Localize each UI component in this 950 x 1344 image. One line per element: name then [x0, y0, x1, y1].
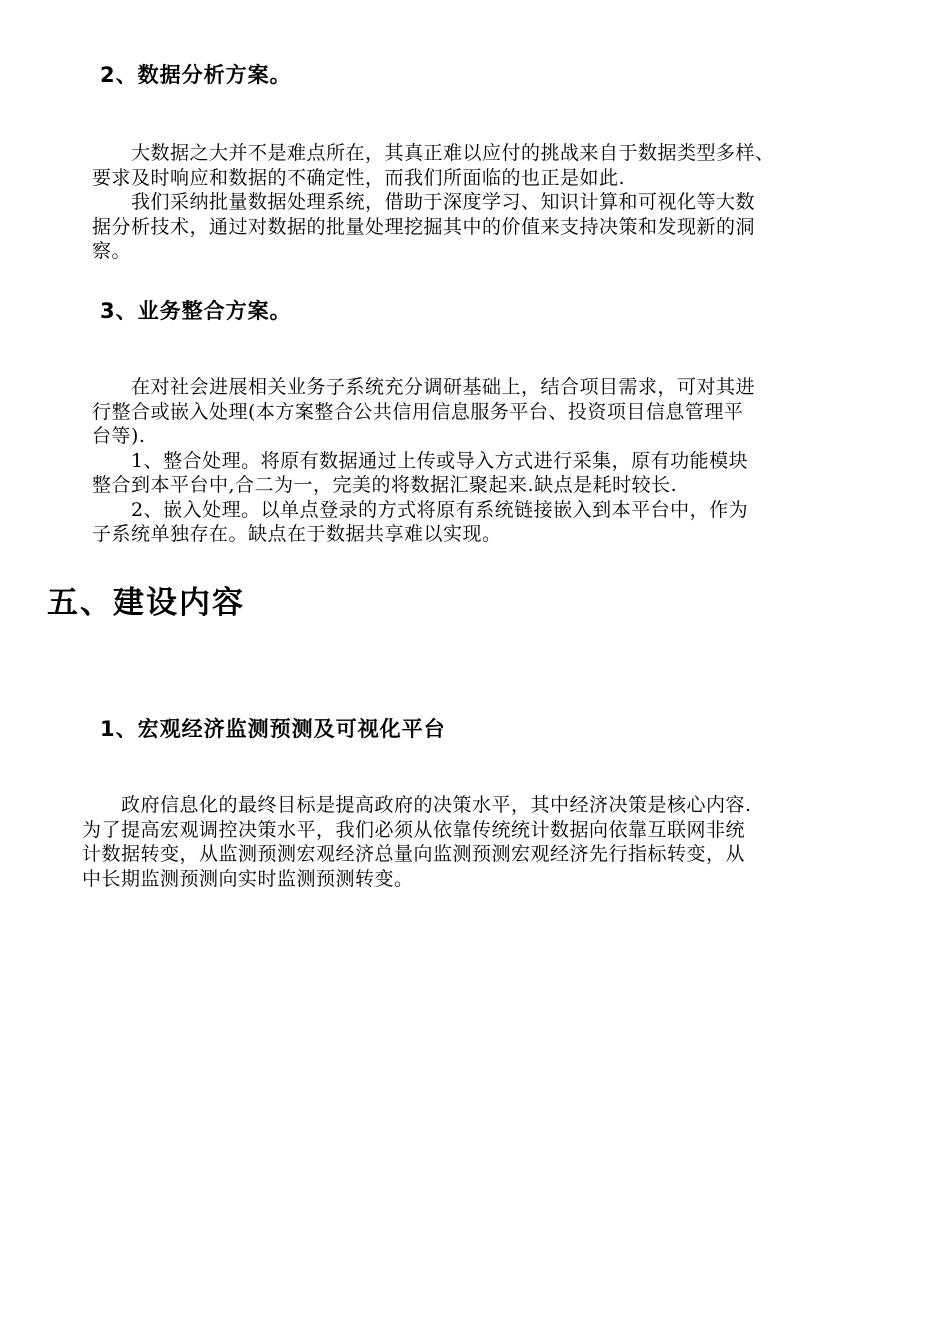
text-line: 大数据之大并不是难点所在，其真正难以应付的挑战来自于数据类型多样、 — [92, 142, 775, 164]
heading-macro-platform: 1、宏观经济监测预测及可视化平台 — [100, 717, 446, 741]
text-line: 计数据转变，从监测预测宏观经济总量向监测预测宏观经济先行指标转变，从 — [82, 843, 746, 865]
text-line: 中长期监测预测向实时监测预测转变。 — [82, 867, 414, 890]
text-line: 政府信息化的最终目标是提高政府的决策水平，其中经济决策是核心内容. — [82, 794, 752, 816]
text-line: 台等). — [92, 425, 146, 447]
text-line: 子系统单独存在。缺点在于数据共享难以实现。 — [92, 523, 502, 545]
chapter-heading-construction: 五、建设内容 — [47, 585, 245, 621]
paragraph-business-integration — [92, 375, 755, 547]
paragraph-data-analysis — [92, 141, 775, 264]
text-line: 整合到本平台中,合二为一，完美的将数据汇聚起来.缺点是耗时较长. — [92, 474, 678, 496]
text-line: 2、嵌入处理。以单点登录的方式将原有系统链接嵌入到本平台中，作为 — [92, 498, 749, 521]
heading-data-analysis: 2、数据分析方案。 — [100, 63, 292, 87]
text-line: 1、整合处理。将原有数据通过上传或导入方式进行采集，原有功能模块 — [92, 449, 749, 472]
text-line: 据分析技术，通过对数据的批量处理挖掘其中的价值来支持决策和发现新的洞 — [92, 215, 756, 238]
text-line: 行整合或嵌入处理(本方案整合公共信用信息服务平台、投资项目信息管理平 — [92, 400, 744, 423]
text-line: 要求及时响应和数据的不确定性，而我们所面临的也正是如此. — [92, 166, 626, 189]
text-line: 我们采纳批量数据处理系统，借助于深度学习、知识计算和可视化等大数 — [92, 191, 756, 213]
text-line: 为了提高宏观调控决策水平，我们必须从依靠传统统计数据向依靠互联网非统 — [82, 818, 746, 841]
text-line: 察。 — [92, 240, 132, 262]
paragraph-macro-platform — [82, 793, 752, 891]
heading-business-integration: 3、业务整合方案。 — [100, 299, 292, 323]
text-line: 在对社会进展相关业务子系统充分调研基础上，结合项目需求，可对其进 — [92, 376, 756, 398]
